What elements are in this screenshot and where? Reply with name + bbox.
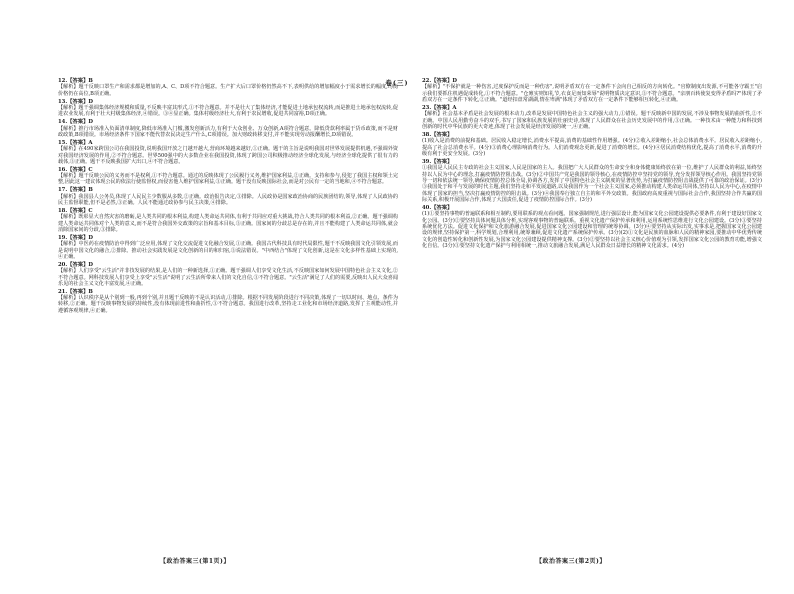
answer-heading: 38.【答案】: [422, 131, 453, 138]
answer-item: [58, 99, 398, 118]
answer-item: [58, 235, 398, 260]
answer-explanation: 【解析】既彰显大自然灾害的磨砺,是人类共同的根本利益,构建人类命运共同体,有利于共同应对重大挑战,符合人类共同的根本利益,②正确。题干强调构建人类命运共同体对个人类的意义,而不是符合我国外交政策的宗旨和基本目标,③正确。国家间的分歧总是存在的,并且不能构建了人类命运共同体,就会消除国家间的分歧,③排除。: [58, 214, 398, 233]
answer-item: [58, 167, 398, 186]
answer-heading: 23.【答案】A: [422, 104, 457, 111]
answer-item: [58, 78, 398, 97]
answer-heading: 15.【答案】A: [58, 139, 93, 146]
answer-explanation: (1)收入是消费的前提和基础。居民收入稳定增长,消费水平提高,消费的基础性作用增强。(4分)②收入差距缩小,社会总体消费水平。居民收入差距缩小,提高了社会总消费水平。(4分)③消费心理影响消费行为。人们消费观念更新,促进了消费的增长。(4分)④居民消费结构优化,提高了消费水平,消费的升级有利于更安全发展。(3分): [422, 138, 762, 157]
answer-item: [422, 78, 762, 103]
answer-explanation: (1)①要坚持事物的普遍联系和相互制约,要用联系的观点看问题。国家强制规范,进行强层设计,能为国家文化公园建设提供必要条件,有利于建设好国家文化公园。(3分)②要坚持具体问题具体分析,实现客观事物的普遍联系。重视文化遗产保护传承和利用,运用系统性思维进行文化公园建设。(3分)③要坚持系统优化方法。促进文化保护和文化旅游融合发展,促进国家文化公园建设和管理的统筹协调。(3分)④要坚持从实际出发,实事求是,把握国家文化公园建设的规律,坚持保护第一,科学规划,合理利用,统筹兼顾,促进文化遗产系统保护传承。(3分)(2)①文化是民族的血脉和人民的精神家园,要推动中华优秀传统文化的创造性转化和创新性发展,为国家文化公园建设提供精神支撑。(3分)②要坚持以社会主义核心价值观为引领,发挥国家文化公园的教育功能,增强文化自信。(3分)③要坚持文化遗产保护与利用相统一,推动文旅融合发展,满足人民群众日益增长的精神文化需求。(4分): [422, 211, 762, 249]
answer-explanation: 【解析】社会基本矛盾是社会发展的根本动力,改革是发展中国特色社会主义的强大动力,①错误。题干反映新中国的发展,不涉及事物发展的曲折性,②不正确。中国人民用勤劳奋斗的双手,书写了国家和民族发展的壮丽史诗,体现了人民群众在社会历史发展中的作用,③正确。一种技术由一种能力和科技到创新的时代中华民族的更大奇迹,体现了社会发展是经济发展的统一,④正确。: [422, 111, 762, 131]
answer-heading: 20.【答案】D: [58, 261, 93, 268]
answer-item: [422, 205, 762, 249]
answer-heading: 14.【答案】D: [58, 119, 93, 126]
answer-explanation: 【解析】推行市场准入负面清单制度,降低市场准入门槛,激发创新活力,有利于大众创业、万众创新,A项符合题意。降低贷款利率属于货币政策,而不是财政政策,B项错误。市场经济条件下国家不能代替农民决定生产什么,C项错误。加大财政转移支付,并不能实现劳动报酬增长,D项错误。: [58, 125, 398, 138]
answer-heading: 40.【答案】: [422, 204, 453, 211]
answer-explanation: 【解析】认识秩序是从个别到一般,再到个别,并且题干反映的不是认识活动,①排除。根据不同发展阶段进行不同决策,体现了一切以时间、地点、条件为转移,②正确。题干反映事物发展的持续性,没有体现前进性和曲折性,③不符合题意。我国进行改革,坚持走工业化和市场经济道路,发挥了主观能动性,并遵循客观规律,④正确。: [58, 295, 398, 314]
answer-page-right: [422, 78, 762, 251]
answer-item: [58, 208, 398, 233]
answer-heading: 21.【答案】B: [58, 288, 93, 295]
page-footer-left: 【政治答案三(第1页)】: [160, 558, 230, 565]
answer-explanation: 【解析】"不保护就是一种伤害,过度保护反而是一种伤害",说明矛盾双方在一定条件下会向自己相反的方向转化。"官僚制度出发源,不可能各守霸王"启示我们要抓住机遇促成转化,①不符合题意。"仓廪实则知礼节,衣食足而知荣辱"说明物质决定意识,③不符合题意。"亲朋百转使复变得矛盾吗?"体现了矛盾双方在一定条件下转化,②正确。"道经扣盘常湖湖,情在卑满"体现了矛盾双方在一定条件下能够相互转化,④正确。: [422, 84, 762, 104]
answer-heading: 12.【答案】B: [58, 78, 93, 84]
answer-page-left: [58, 78, 398, 316]
answer-item: [422, 105, 762, 130]
answer-explanation: 【解析】题干反映公民的义务而不是权利,①不符合题意。通过的反映体现了公民履行义务,维护国家利益,②正确。支持和参与,侵犯了我国主权和领土完整,因此这一建议体现公民的依法行使监督权,而侵害他人维护国家利益,③正确。题干没有反映国际社会,而是对公民有一定的当地和,④不符合题意。: [58, 173, 398, 186]
answer-heading: 19.【答案】D: [58, 234, 93, 241]
answer-heading: 18.【答案】C: [58, 207, 93, 214]
answer-explanation: ①我国是人民民主专政的社会主义国家,人民是国家的主人。我国把广大人民群众的生命安全和身体健康始终放在第一位,维护了人民群众的利益,始终坚持以人民为中心的理念,打赢疫情防控阻击战。(3分)②中国共产党是我国的领导核心,在疫情防控中坚持党的领导,充分发挥领导核心作用。我国坚持党领导一切和依法统一领导,确保疫情防控总体全局,协调各方,发挥了中国特色社会主义制度的显著优势,为打赢疫情防控阻击战提供了可靠的政治保证。(3分)③我国处于和平与发展的时代主题,我们坚持走和平发展道路,以及我国作为一个社会主义国家,必须推动构建人类命运共同体,坚持以人民为中心,在疫情中体现了国家的担当,坚决打赢疫情防控的阻击战。(3分)④我国奉行独立自主的和平外交政策。我国政府高度重视与国际社会合作,我国坚持合作共赢的国际关系,积极开展国际合作,体现了大国责任,促进了疫情防控国际合作。(3分): [422, 165, 762, 203]
page-footer-right: 【政治答案三(第2页)】: [536, 558, 606, 565]
answer-heading: 17.【答案】B: [58, 187, 93, 194]
answer-explanation: 【解析】在490家跨国公司在我国投资,说明我国开放之门越开越大,营商环境越来越好,①正确。题干的主旨是说明我国对世界发展提供机遇,不强调外资对我国经济发展的作用,②不符合题意。世界500强中的大多数企业在我国投资,体现了跨国公司积极推动经济全球化发展,与经济全球化提供了很有力的载体,③正确。题干不反映我国扩大出口,④不符合题意。: [58, 146, 398, 165]
answer-item: [58, 289, 398, 314]
answer-heading: 16.【答案】C: [58, 166, 93, 173]
answer-explanation: 【解析】题干反映口罩生产和需求都是增加的,A、C、D项不符合题意。生产扩大后口罩价格仍然高不下,表明供给的增加幅度小于需求增长的幅度,均衡价格仍在高位,B项正确。: [58, 84, 398, 97]
volume-title: 卷(三): [385, 79, 409, 87]
answer-explanation: 【解析】题干强调集体经济规模和质量,不反映丰富其形式,①不符合题意。并不是壮大了集体经济,才能促进土地承包权流转,而是推进土地承包权流转,促进农业发展,有利于壮大村级集体经济,④错误。③④显正确。集体村级经济壮大,有利于农民增收,促进共同富裕,D项正确。: [58, 105, 398, 118]
answer-item: [58, 187, 398, 206]
answer-explanation: 【解析】我国县人公务员,体现了人民民主少数服从多数,②正确。政治报告决定,③排除。人民政协是国家政治协商的民族团结的,领导,体现了人民政协的民主监督职能,但不是必然,③正确。人民不能通过政协参与民主决策,④排除。: [58, 193, 398, 207]
answer-item: [58, 140, 398, 165]
answer-explanation: 【解析】人们享受"云生活"并非技发展的结果,是人们的一种新选择,①正确。题干强调人们享受文化生活,不反映国家如何发展中国特色社会主义文化,②不符合题意。网科技发展人们享受上享受"云生活"说明了云生活所带来人们的文化自信,③不符合题意。"云生活"满足了人们的需要,反映出人民大众喜闻乐见的社会主义文化丰富发展,④正确。: [58, 268, 398, 287]
answer-item: [58, 119, 398, 138]
answer-heading: 22.【答案】D: [422, 78, 457, 84]
answer-item: [422, 159, 762, 203]
answer-heading: 39.【答案】: [422, 158, 453, 165]
answer-heading: 13.【答案】D: [58, 98, 93, 105]
answer-item: [422, 132, 762, 157]
answer-item: [58, 262, 398, 287]
answer-explanation: 【解析】中医药在疫情防治中得到广泛应用,体现了文化交流促进文化融合发展,①正确。我国古代科技具有时代局限性,题干不反映我国文化引领发展,而是说明中国文化的融合,②排除。推动社会实践发展是文化创新的目的和归宿,③说法错误。"中西结合"体现了文化创新,这是在文化多样性基础上实现的,④正确。: [58, 241, 398, 260]
